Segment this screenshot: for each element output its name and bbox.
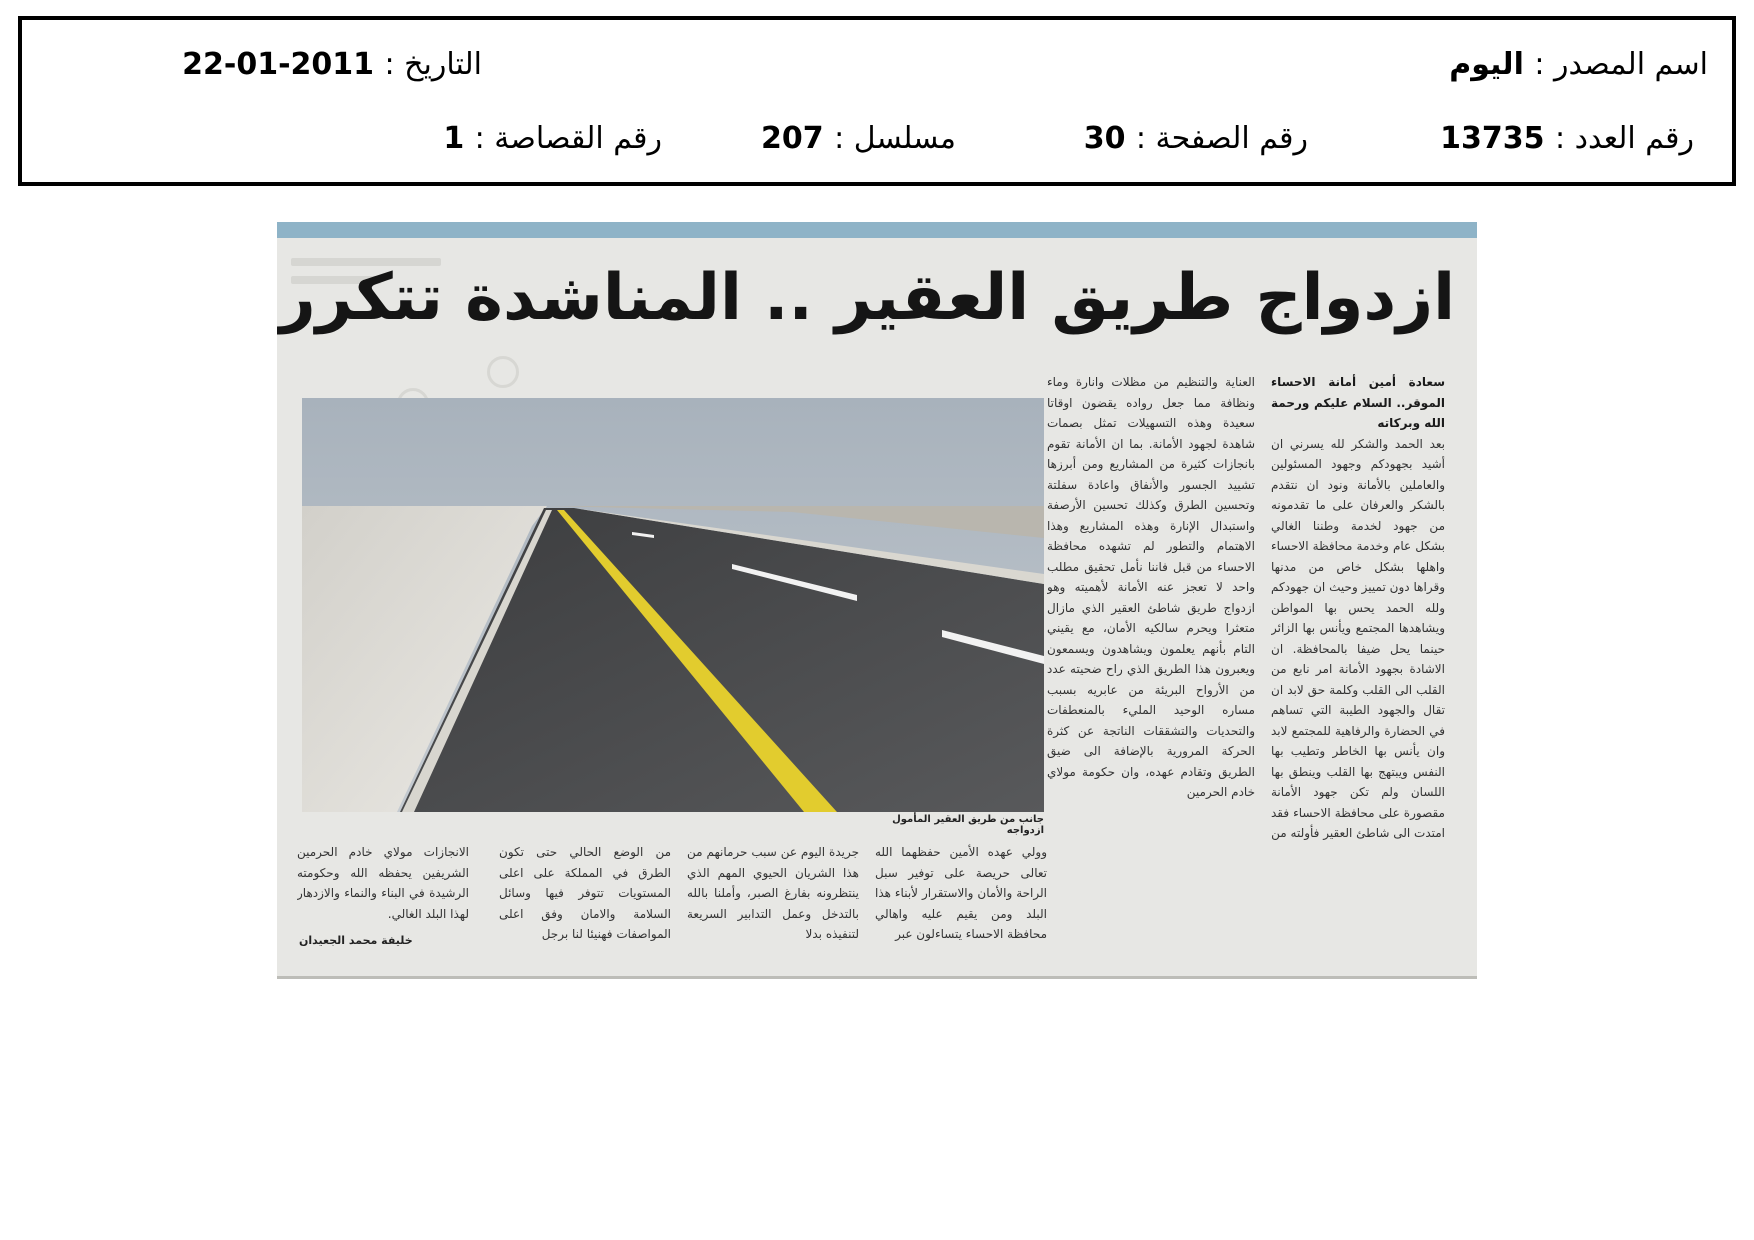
- source-value: اليوم: [1449, 47, 1524, 82]
- serial-field: [761, 121, 956, 156]
- date-field: [182, 47, 482, 82]
- article-column-1-text: بعد الحمد والشكر لله يسرني ان أشيد بجهودكم وجهود المسئولين والعاملين بالأمانة ونود ان نتقدم بالشكر والعرفان على ما تقدمونه من جهود لخدمة وطننا الغالي بشكل عام وخدمة محافظة الاحساء واهلها بشكل خاص من مدنها وقراها دون تمييز وحيث ان جهودكم ولله الحمد يحس بها المواطن ويشاهدها المجتمع ويأنس بها الزائر حينما يحل ضيفا بالمحافظة. ان الاشادة بجهود الأمانة امر نابع من القلب الى القلب وكلمة حق لابد ان تقال والجهود الطيبة التي تساهم في الحضارة والرفاهية للمجتمع لابد وان يأنس بها الخاطر وتطيب بها النفس ويبتهج بها القلب وينطق بها اللسان ولم تكن جهود الأمانة مقصورة على محافظة الاحساء فقد امتدت الى شاطئ العقير فأولته من: [1271, 436, 1445, 840]
- article-headline: ازدواج طريق العقير .. المناشدة تتكرر: [278, 261, 1455, 335]
- source-label: اسم المصدر :: [1534, 47, 1708, 82]
- road-photo: [302, 398, 1044, 812]
- article-column-6: [297, 842, 469, 930]
- article-salutation: سعادة أمين أمانة الاحساء الموقر.. السلام عليكم ورحمة الله وبركاته: [1271, 375, 1445, 430]
- article-byline: خليفة محمد الجعيدان: [299, 934, 413, 947]
- newspaper-clipping: [277, 222, 1477, 979]
- clipping-header-box: [18, 16, 1736, 186]
- issue-value: 13735: [1440, 121, 1545, 156]
- page-value: 30: [1083, 121, 1126, 156]
- date-value: 2011-01-22: [182, 47, 375, 82]
- article-column-2-text: العناية والتنظيم من مظلات وانارة وماء ونظافة مما جعل رواده يقضون اوقاتا سعيدة وهذه التسهيلات تمثل بصمات شاهدة لجهود الأمانة. بما ان الأمانة تقوم بانجازات كثيرة من المشاريع ومن أبرزها تشييد الجسور والأنفاق واعادة سفلتة وتحسين الطرق وكذلك تحسين الأرصفة واستبدال الإنارة وهذه المشاريع وهذا الاهتمام والتطور لم تشهده محافظة الاحساء من قبل فاننا نأمل تحقيق مطلب واحد لا تعجز عنه الأمانة لأهميته وهو ازدواج طريق شاطئ العقير الذي مازال متعثرا ويحرم سالكيه الأمان، مع يقيني التام بأنهم يعلمون ويشاهدون ويسمعون ويعبرون هذا الطريق الذي راح ضحيته عدد من الأرواح البريئة من عابريه بسبب مساره الوحيد المليء بالمنعطفات والتحديات والتشققات الناتجة عن كثرة الحركة المرورية بالإضافة الى ضيق الطريق وتقادم عهده، وان حكومة مولاي خادم الحرمين: [1047, 375, 1255, 799]
- clipping-top-band: [277, 222, 1477, 238]
- article-column-3-text: وولي عهده الأمين حفظهما الله تعالى حريصة على توفير سبل الراحة والأمان والاستقرار لأبناء هذا البلد ومن يقيم عليه واهالي محافظة الاحساء يتساءلون عبر: [875, 845, 1047, 941]
- source-field: [1449, 47, 1708, 82]
- article-column-6-text: الانجازات مولاي خادم الحرمين الشريفين يحفظه الله وحكومته الرشيدة في البناء والنماء والازدهار لهذا البلد الغالي.: [297, 845, 469, 921]
- article-column-4-text: جريدة اليوم عن سبب حرمانهم من هذا الشريان الحيوي المهم الذي ينتظرونه بفارغ الصبر، وأملنا بالله بالتدخل وعمل التدابير السريعة لتنفيذه بدلا: [687, 845, 859, 941]
- photo-caption: جانب من طريق العقير المأمول ازدواجه: [892, 814, 1044, 836]
- page-label: رقم الصفحة :: [1135, 121, 1308, 156]
- faded-circle-icon: [487, 356, 519, 388]
- clip-field: [443, 121, 662, 156]
- serial-label: مسلسل :: [834, 121, 956, 156]
- issue-label: رقم العدد :: [1554, 121, 1694, 156]
- clip-value: 1: [443, 121, 465, 156]
- issue-field: [1440, 121, 1694, 156]
- clip-label: رقم القصاصة :: [474, 121, 662, 156]
- page-field: [1083, 121, 1308, 156]
- clipping-bottom-rule: [277, 976, 1477, 979]
- article-column-3: [875, 842, 1047, 948]
- article-column-1: [1271, 372, 1445, 864]
- article-column-5: [499, 842, 671, 948]
- article-column-4: [687, 842, 859, 948]
- article-column-5-text: من الوضع الحالي حتى تكون الطرق في المملكة على اعلى المستويات تتوفر فيها وسائل السلامة والامان وفق اعلى المواصفات فهنيئا لنا برجل: [499, 845, 671, 941]
- date-label: التاريخ :: [384, 47, 482, 82]
- article-column-2: [1047, 372, 1255, 864]
- serial-value: 207: [761, 121, 824, 156]
